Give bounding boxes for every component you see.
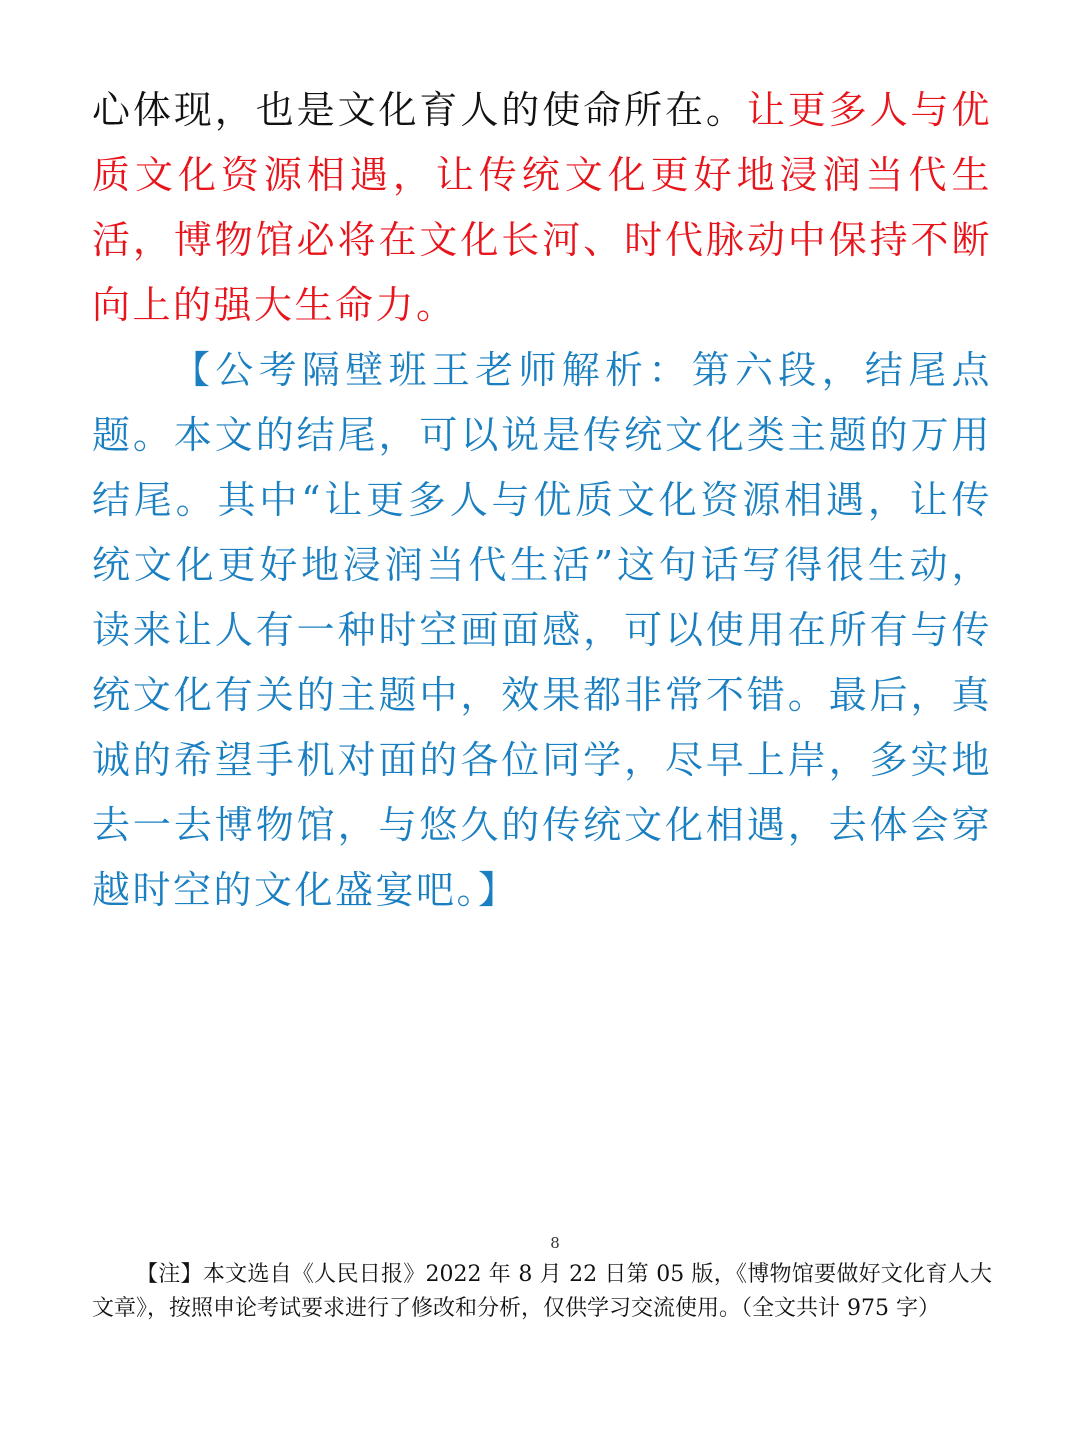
page-number: 8 (550, 1234, 560, 1252)
closing-paragraph-red-text: 让更多人与优质文化资源相遇，让传统文化更好地浸润当代生活，博物馆必将在文化长河、时代脉动中保持不断向上的强大生命力。 (92, 88, 992, 327)
closing-paragraph (92, 78, 992, 338)
source-note: 【注】本文选自《人民日报》2022 年 8 月 22 日第 05 版，《博物馆要做好文化育人大文章》，按照申论考试要求进行了修改和分析，仅供学习交流使用。（全文共计 975 字） (92, 1262, 992, 1321)
teacher-analysis-paragraph: 【公考隔壁班王老师解析：第六段，结尾点题。本文的结尾，可以说是传统文化类主题的万用结尾。其中“让更多人与优质文化资源相遇，让传统文化更好地浸润当代生活”这句话写得很生动，读来让人有一种时空画面感，可以使用在所有与传统文化有关的主题中，效果都非常不错。最后，真诚的希望手机对面的各位同学，尽早上岸，多实地去一去博物馆，与悠久的传统文化相遇，去体会穿越时空的文化盛宴吧。】 (92, 348, 992, 912)
closing-paragraph-black-text: 心体现，也是文化育人的使命所在。 (92, 88, 747, 132)
